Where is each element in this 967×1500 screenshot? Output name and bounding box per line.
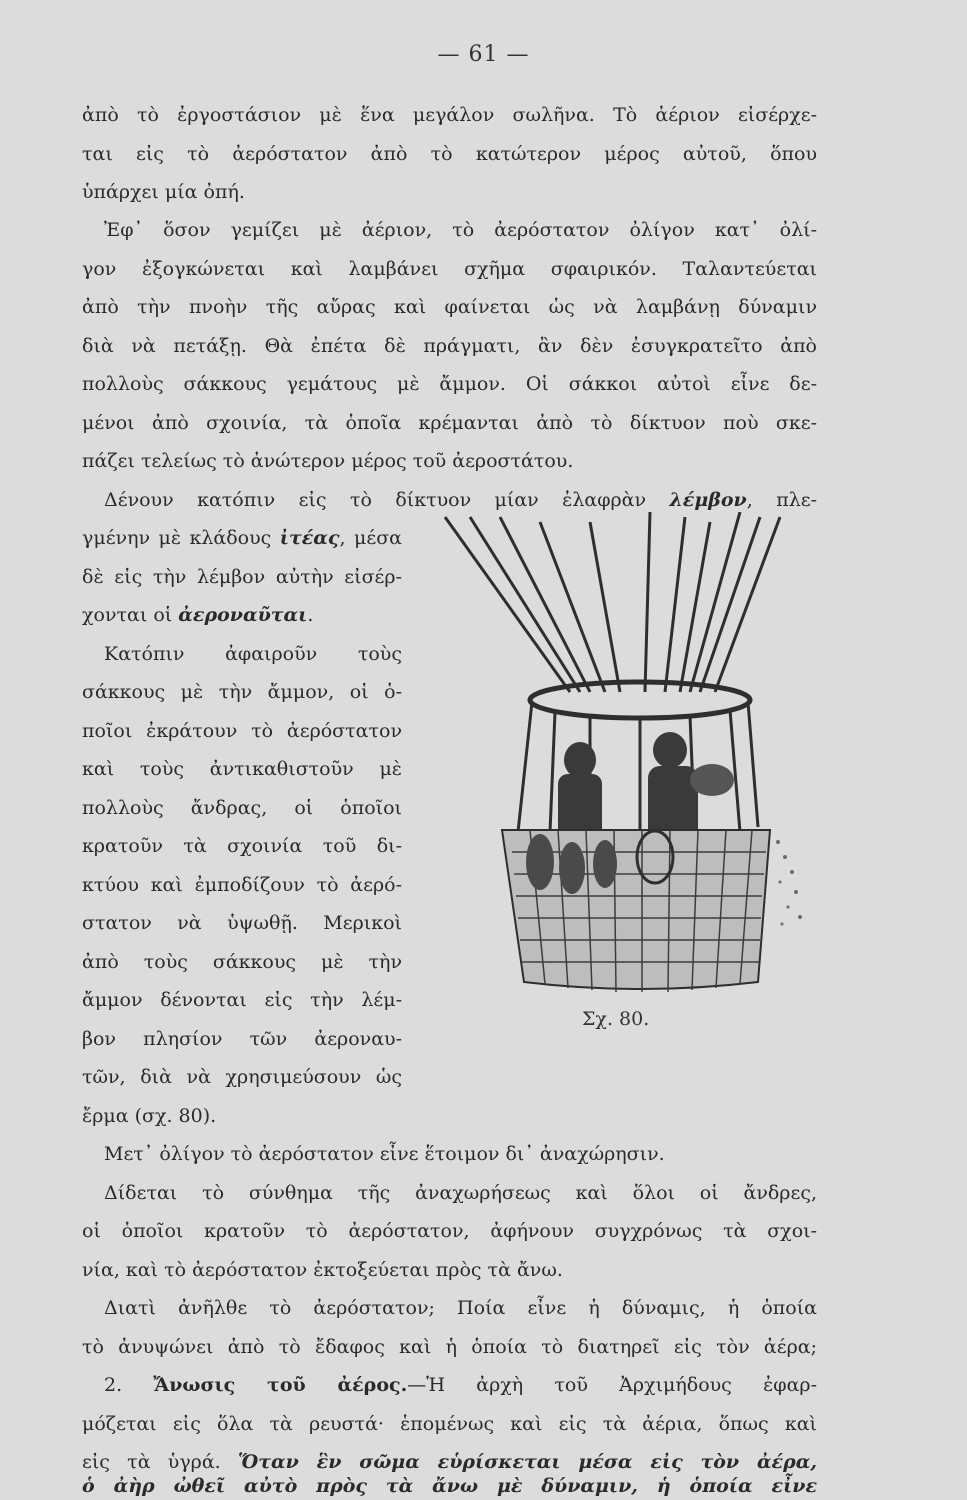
text-line: ται εἰς τὸ ἀερόστατον ἀπὸ τὸ κατώτερον μέρος αὐτοῦ, ὅπου (82, 143, 817, 165)
bold-term: Ὅταν ἓν σῶμα εὑρίσκεται μέσα εἰς τὸν ἀέρα, (237, 1451, 817, 1473)
text-line: τὸ ἀνυψώνει ἀπὸ τὸ ἔδαφος καὶ ἡ ὁποία τὸ διατηρεῖ εἰς τὸν ἀέρα; (82, 1336, 817, 1358)
text-line: κρατοῦν τὰ σχοινία τοῦ δι- (82, 835, 402, 857)
text-run: —Ἡ ἀρχὴ τοῦ Ἀρχιμήδους ἐφαρ- (407, 1374, 817, 1396)
text-line: μένοι ἀπὸ σχοινία, τὰ ὁποῖα κρέμανται ἀπὸ τὸ δίκτυον ποὺ σκε- (82, 412, 817, 434)
text-line: στατον νὰ ὑψωθῇ. Μερικοὶ (82, 912, 402, 934)
text-line: ποῖοι ἐκράτουν τὸ ἀερόστατον (82, 720, 402, 742)
text-line: γον ἐξογκώνεται καὶ λαμβάνει σχῆμα σφαιρικόν. Ταλαντεύεται (82, 258, 817, 280)
bold-term: λέμβον (669, 489, 747, 511)
section-number: 2. (104, 1374, 123, 1396)
bold-term: ἀεροναῦται (178, 604, 308, 626)
text-line (82, 1450, 817, 1474)
section-title: Ἄνωσις τοῦ ἀέρος. (153, 1374, 408, 1396)
text-line: Κατόπιν ἀφαιροῦν τοὺς (104, 643, 402, 665)
figure-caption: Σχ. 80. (582, 1008, 650, 1030)
bold-term: ἰτέας (279, 527, 340, 549)
text-run: , πλε- (746, 489, 817, 511)
text-line: νία, καὶ τὸ ἀερόστατον ἐκτοξεύεται πρὸς τὰ ἄνω. (82, 1259, 563, 1281)
text-line: βον πλησίον τῶν ἀεροναυ- (82, 1028, 402, 1050)
text-line: Διατὶ ἀνῆλθε τὸ ἀερόστατον; Ποία εἶνε ἡ δύναμις, ἡ ὁποία (104, 1297, 817, 1319)
text-line (82, 603, 402, 627)
text-line (82, 526, 402, 550)
text-line: ὑπάρχει μία ὀπή. (82, 181, 245, 203)
section-heading-line (82, 1373, 817, 1397)
text-line: πάζει τελείως τὸ ἀνώτερον μέρος τοῦ ἀεροστάτου. (82, 450, 574, 472)
text-line: ἄμμον δένονται εἰς τὴν λέμ- (82, 989, 402, 1011)
text-run: . (307, 604, 314, 626)
text-line: ἔρμα (σχ. 80). (82, 1105, 217, 1127)
text-run: Δένουν κατόπιν εἰς τὸ δίκτυον μίαν ἐλαφρὰν (104, 489, 647, 511)
text-line: μόζεται εἰς ὅλα τὰ ρευστά· ἑπομένως καὶ εἰς τὰ ἀέρια, ὅπως καὶ (82, 1413, 817, 1435)
page-number: — 61 — (437, 42, 530, 67)
text-line: Δίδεται τὸ σύνθημα τῆς ἀναχωρήσεως καὶ ὅλοι οἱ ἄνδρες, (104, 1182, 817, 1204)
text-run: γμένην μὲ κλάδους (82, 527, 272, 549)
text-line: Ἐφ᾽ ὅσον γεμίζει μὲ ἀέριον, τὸ ἀερόστατον ὀλίγον κατ᾽ ὀλί- (104, 219, 817, 241)
text-line: ἀπὸ τὴν πνοὴν τῆς αὔρας καὶ φαίνεται ὡς νὰ λαμβάνῃ δύναμιν (82, 296, 817, 318)
text-run: χονται οἱ (82, 604, 173, 626)
text-line: καὶ τοὺς ἀντικαθιστοῦν μὲ (82, 758, 402, 780)
text-run: , μέσα (339, 527, 402, 549)
text-line: ὁ ἀὴρ ὠθεῖ αὐτὸ πρὸς τὰ ἄνω μὲ δύναμιν, ἡ ὁποία εἶνε (82, 1475, 817, 1497)
text-line: ἀπὸ τοὺς σάκκους μὲ τὴν (82, 951, 402, 973)
text-line: πολλοὺς σάκκους γεμάτους μὲ ἄμμον. Οἱ σάκκοι αὐτοὶ εἶνε δε- (82, 373, 817, 395)
text-line: οἱ ὁποῖοι κρατοῦν τὸ ἀερόστατον, ἀφήνουν συγχρόνως τὰ σχοι- (82, 1220, 817, 1242)
balloon-basket-illustration (440, 512, 820, 1002)
text-line: διὰ νὰ πετάξῃ. Θὰ ἐπέτα δὲ πράγματι, ἂν δὲν ἐσυγκρατεῖτο ἀπὸ (82, 335, 817, 357)
text-line: δὲ εἰς τὴν λέμβον αὐτὴν εἰσέρ- (82, 566, 402, 588)
text-line: τῶν, διὰ νὰ χρησιμεύσουν ὡς (82, 1066, 402, 1088)
text-run: εἰς τὰ ὑγρά. (82, 1451, 221, 1473)
text-line: πολλοὺς ἄνδρας, οἱ ὁποῖοι (82, 797, 402, 819)
text-line: Μετ᾽ ὀλίγον τὸ ἀερόστατον εἶνε ἕτοιμον δι᾽ ἀναχώρησιν. (104, 1143, 665, 1165)
text-line (82, 488, 817, 512)
text-line: σάκκους μὲ τὴν ἄμμον, οἱ ὁ- (82, 681, 402, 703)
text-line: κτύου καὶ ἐμποδίζουν τὸ ἀερό- (82, 874, 402, 896)
text-line: ἀπὸ τὸ ἐργοστάσιον μὲ ἕνα μεγάλον σωλῆνα. Τὸ ἀέριον εἰσέρχε- (82, 104, 817, 126)
